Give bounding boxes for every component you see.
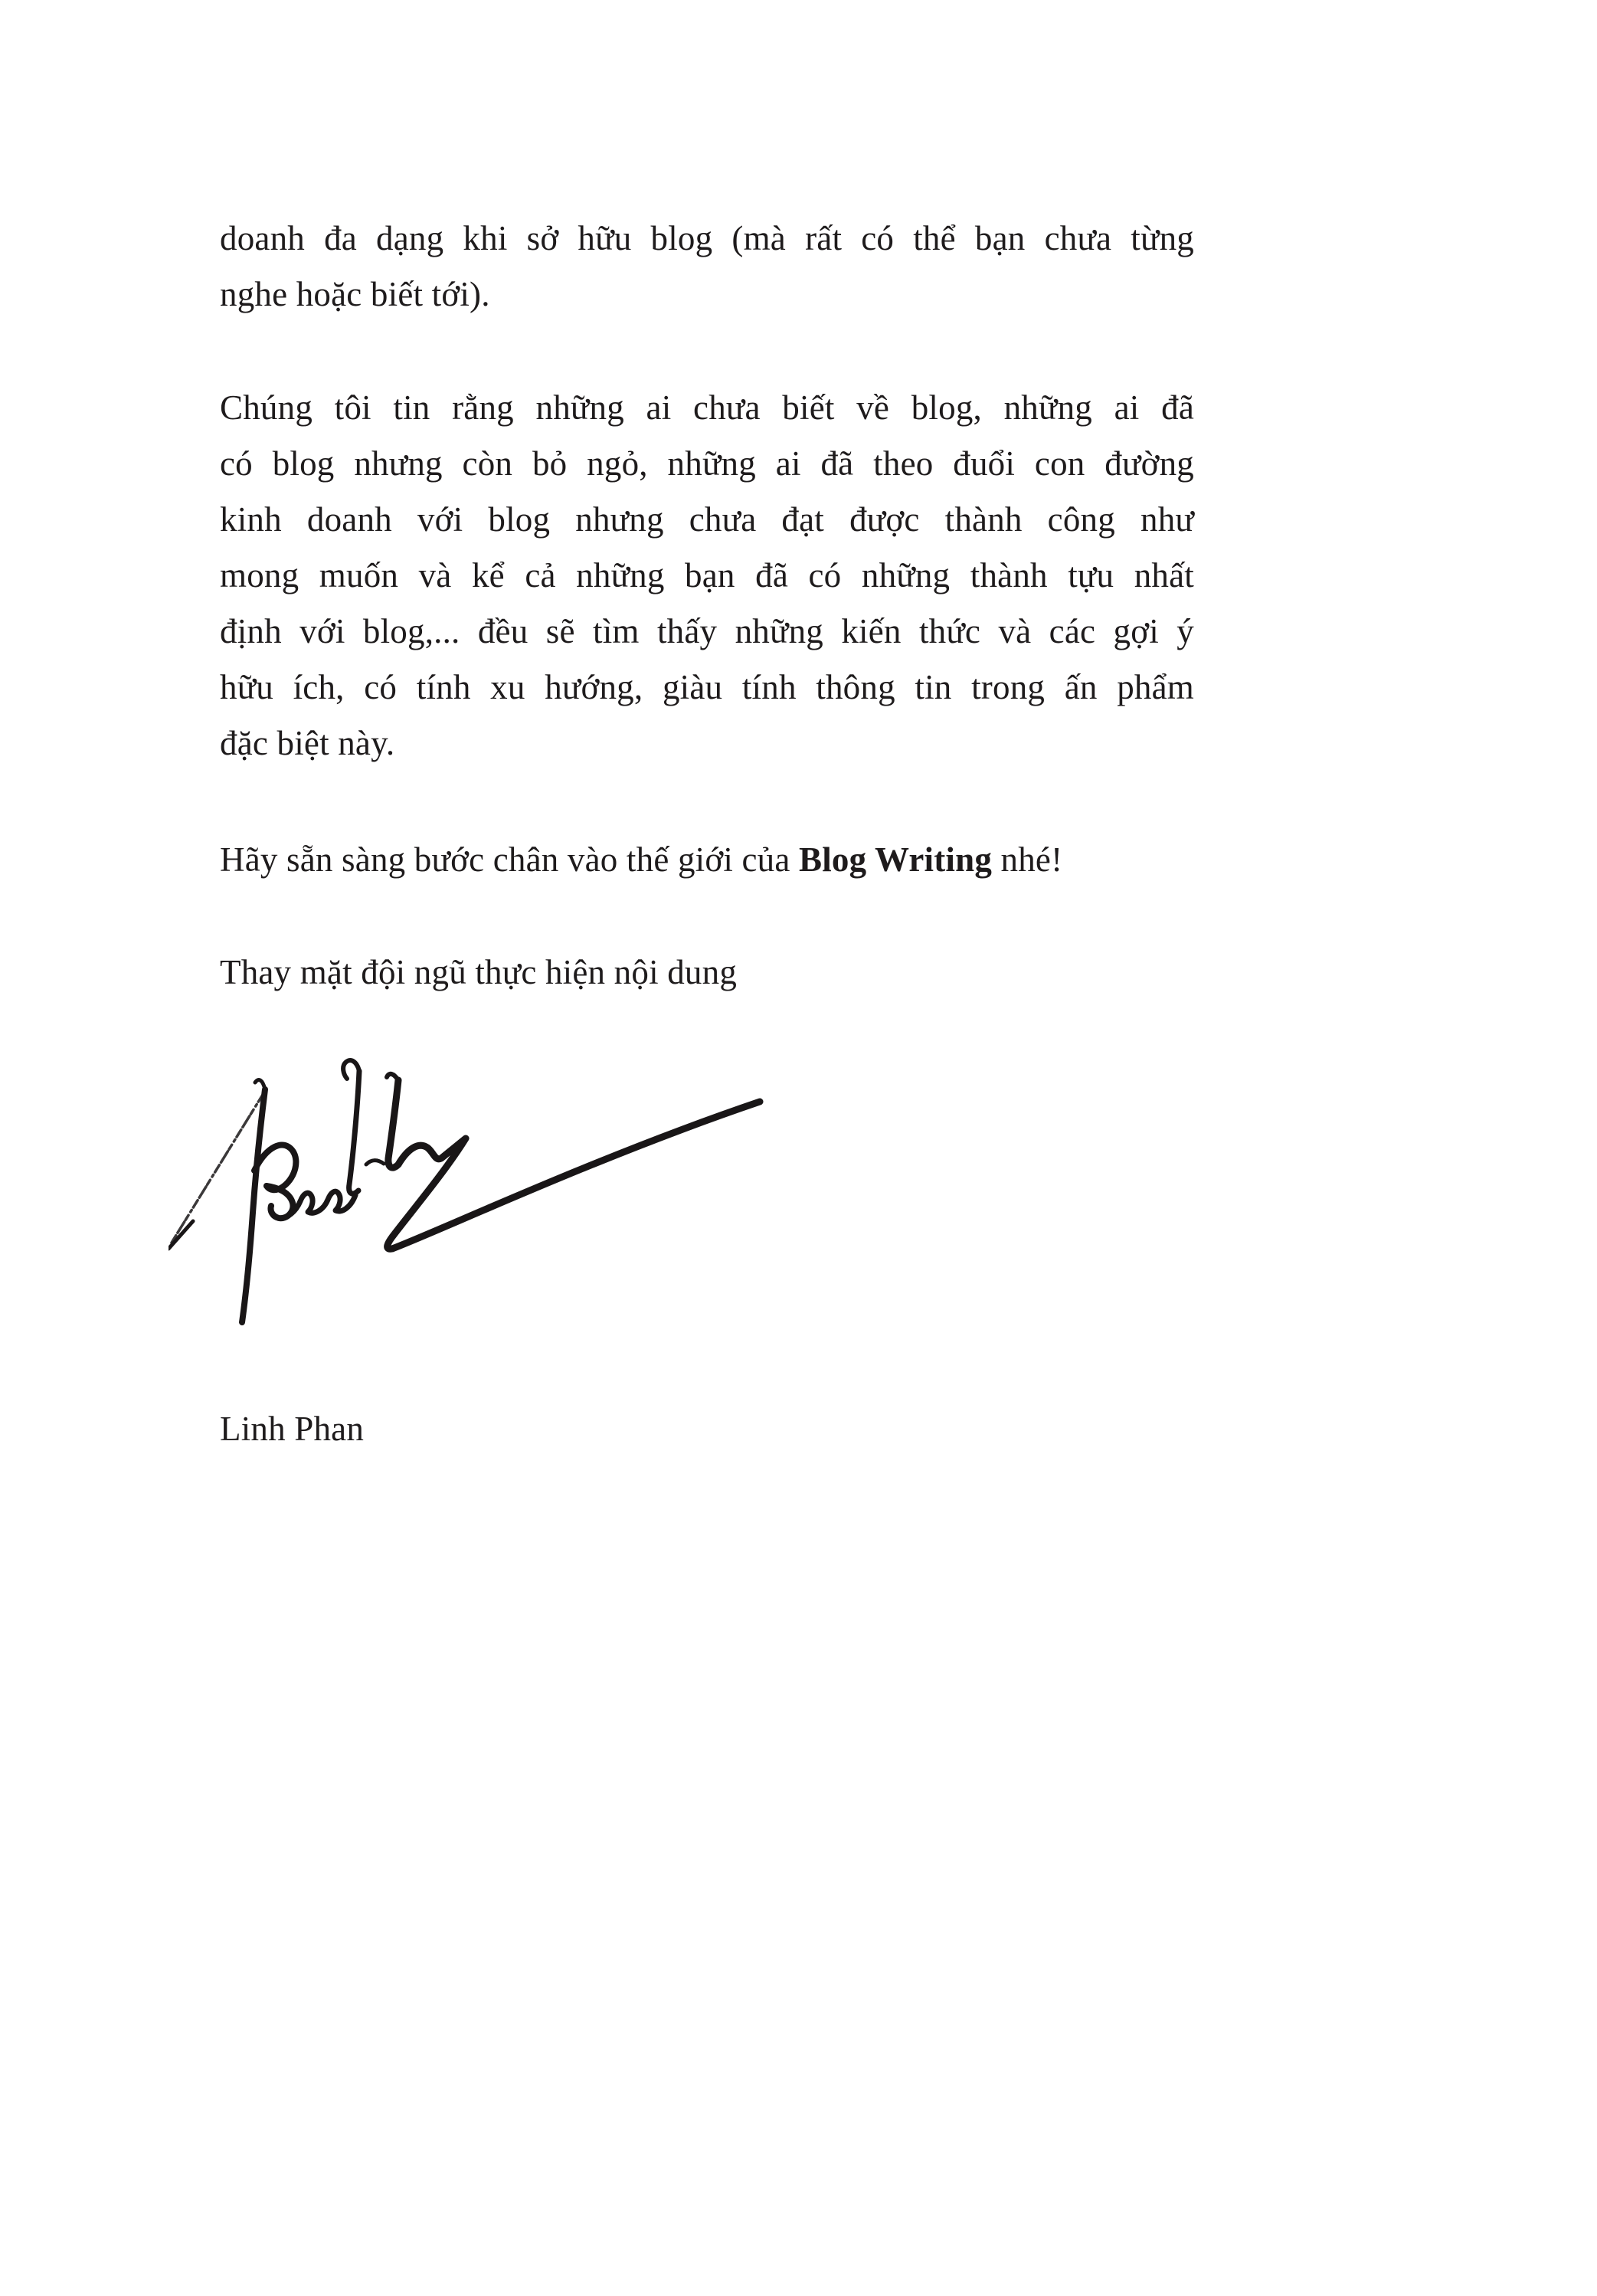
paragraph-belief xyxy=(220,380,1194,771)
text-line: Linh Phan xyxy=(220,1410,365,1448)
text-line: định với blog,... đều sẽ tìm thấy những kiến thức và các gợi ý xyxy=(220,612,1194,650)
text-line: hữu ích, có tính xu hướng, giàu tính thông tin trong ấn phẩm xyxy=(220,668,1194,706)
text-line: có blog nhưng còn bỏ ngỏ, những ai đã theo đuổi con đường xyxy=(220,444,1194,483)
text-line: đặc biệt này. xyxy=(220,724,395,762)
paragraph-intro-continuation xyxy=(220,211,1194,323)
paragraph-call-to-action xyxy=(220,832,1194,888)
paragraph-closing xyxy=(220,945,1194,1001)
signer-name xyxy=(220,1401,1194,1457)
text-line: nghe hoặc biết tới). xyxy=(220,275,490,313)
text-line: Thay mặt đội ngũ thực hiện nội dung xyxy=(220,953,738,991)
book-title-bold: Blog Writing xyxy=(799,840,993,879)
cta-post-text: nhé! xyxy=(992,840,1063,879)
signature-icon xyxy=(169,1056,766,1339)
signature-scribble xyxy=(169,1056,766,1339)
text-line: doanh đa dạng khi sở hữu blog (mà rất có thể bạn chưa từng xyxy=(220,219,1194,257)
text-line: kinh doanh với blog nhưng chưa đạt được thành công như xyxy=(220,500,1194,539)
text-line: Chúng tôi tin rằng những ai chưa biết về blog, những ai đã xyxy=(220,388,1194,427)
text-line: mong muốn và kể cả những bạn đã có những thành tựu nhất xyxy=(220,556,1194,594)
text-line xyxy=(220,832,1194,888)
cta-pre-text: Hãy sẵn sàng bước chân vào thế giới của xyxy=(220,840,799,879)
